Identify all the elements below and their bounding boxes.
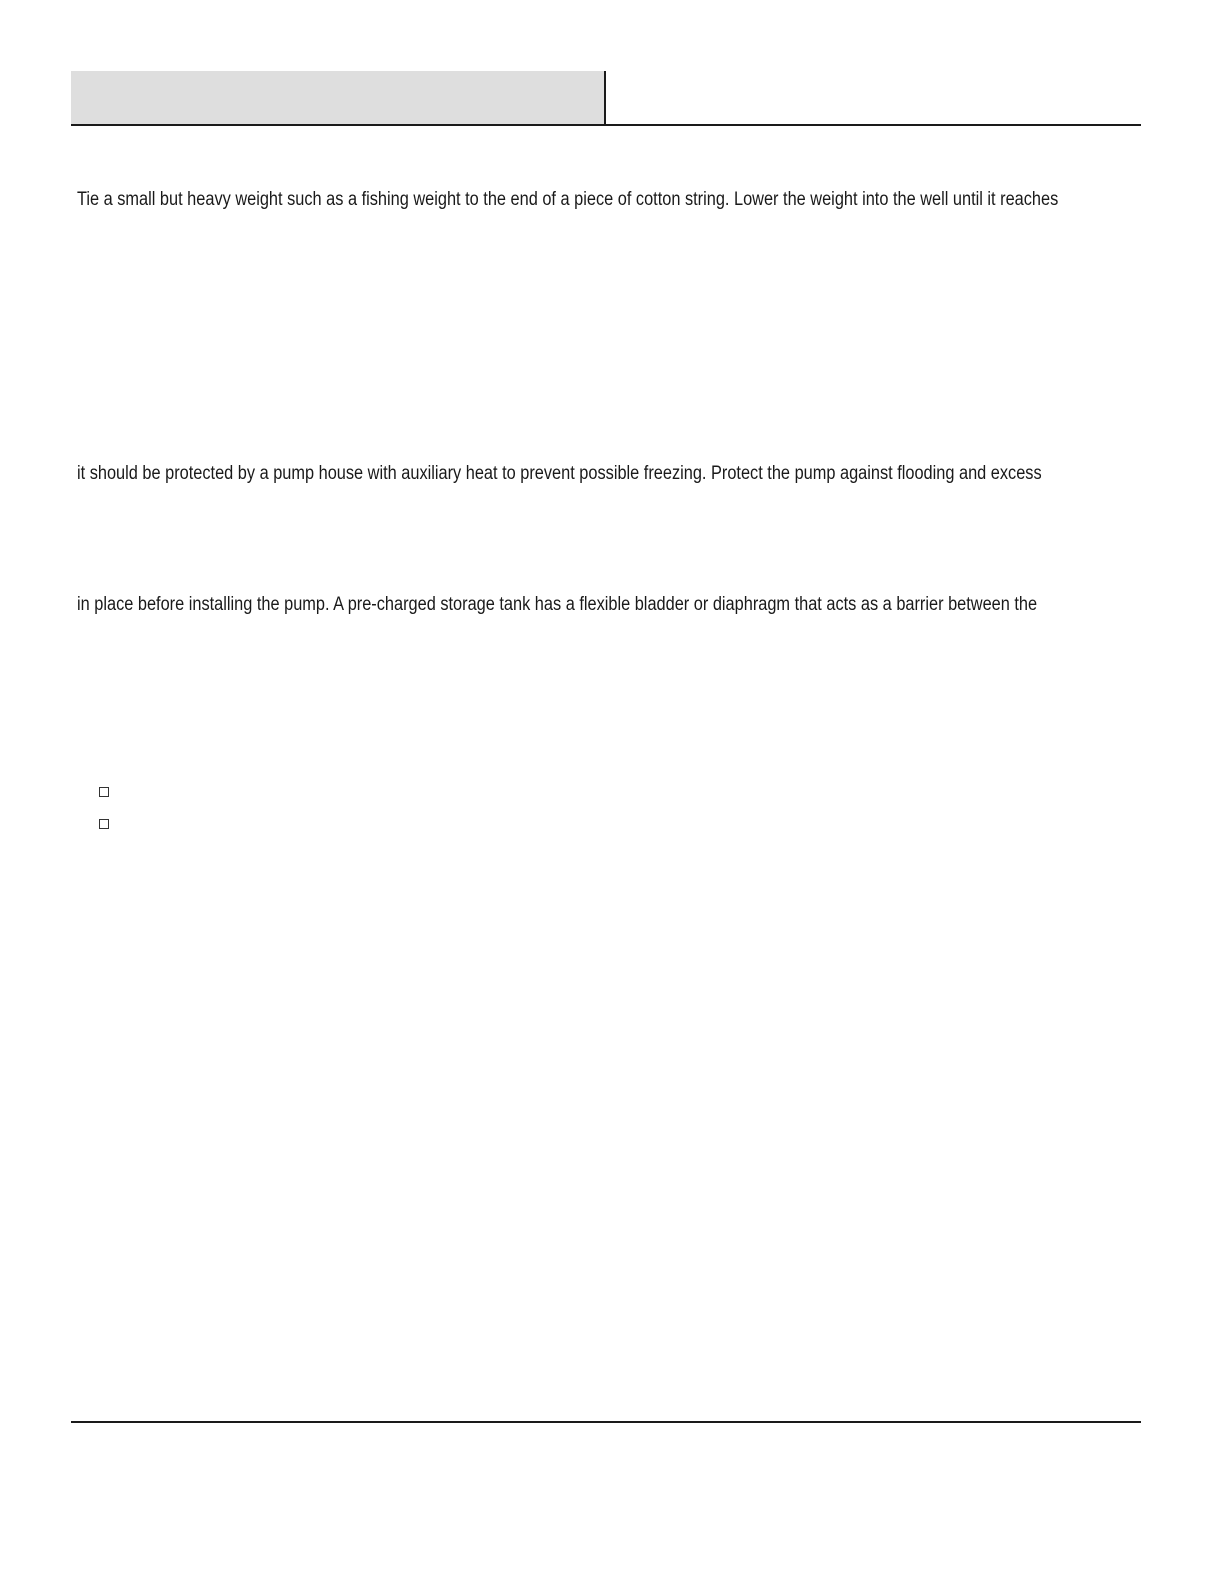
footer-rule	[71, 1421, 1141, 1423]
body-text-line-2: it should be protected by a pump house with auxiliary heat to prevent possible freezing. Protect the pump against flooding and excess	[77, 463, 1042, 484]
checklist-checkbox-1[interactable]	[99, 787, 109, 797]
header-shaded-box	[71, 71, 605, 124]
checklist-checkbox-2[interactable]	[99, 819, 109, 829]
header-divider	[604, 71, 606, 125]
body-text-line-1: Tie a small but heavy weight such as a fishing weight to the end of a piece of cotton string. Lower the weight into the well until it reaches	[77, 189, 1059, 210]
header-rule	[71, 124, 1141, 126]
body-text-line-3: in place before installing the pump. A pre-charged storage tank has a flexible bladder or diaphragm that acts as a barrier between the	[77, 594, 1038, 615]
